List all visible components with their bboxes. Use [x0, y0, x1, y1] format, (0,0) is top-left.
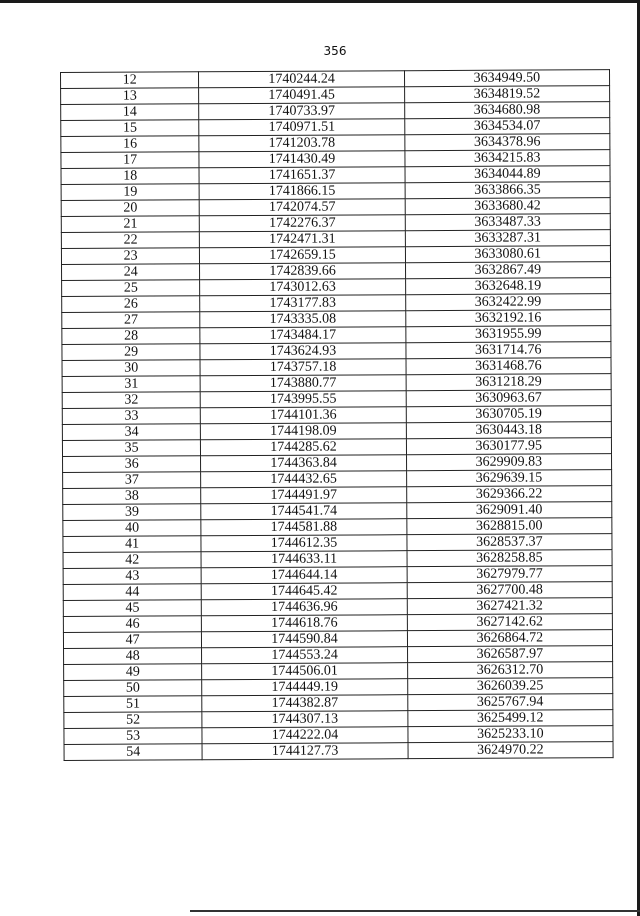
x-coordinate-cell: 1744222.04 — [202, 727, 407, 744]
y-coordinate-cell: 3634680.98 — [404, 102, 609, 119]
x-coordinate-cell: 1744491.97 — [201, 487, 406, 504]
y-coordinate-cell: 3631714.76 — [406, 342, 611, 359]
point-number-cell: 13 — [61, 88, 199, 105]
y-coordinate-cell: 3632422.99 — [405, 294, 610, 311]
y-coordinate-cell: 3629091.40 — [406, 502, 611, 519]
point-number-cell: 28 — [62, 328, 200, 345]
x-coordinate-cell: 1740244.24 — [199, 71, 404, 88]
point-number-cell: 50 — [64, 680, 202, 697]
y-coordinate-cell: 3628258.85 — [407, 550, 612, 567]
point-number-cell: 44 — [63, 584, 201, 601]
point-number-cell: 17 — [61, 152, 199, 169]
y-coordinate-cell: 3634949.50 — [404, 70, 609, 87]
x-coordinate-cell: 1744633.11 — [201, 551, 406, 568]
x-coordinate-cell: 1744636.96 — [202, 599, 407, 616]
x-coordinate-cell: 1744590.84 — [202, 631, 407, 648]
y-coordinate-cell: 3631218.29 — [406, 374, 611, 391]
y-coordinate-cell: 3633080.61 — [405, 246, 610, 263]
x-coordinate-cell: 1744307.13 — [202, 711, 407, 728]
point-number-cell: 25 — [62, 280, 200, 297]
x-coordinate-cell: 1740971.51 — [199, 119, 404, 136]
y-coordinate-cell: 3633680.42 — [405, 198, 610, 215]
y-coordinate-cell: 3633287.31 — [405, 230, 610, 247]
y-coordinate-cell: 3629366.22 — [406, 486, 611, 503]
point-number-cell: 26 — [62, 296, 200, 313]
x-coordinate-cell: 1744506.01 — [202, 663, 407, 680]
x-coordinate-cell: 1743177.83 — [200, 295, 405, 312]
y-coordinate-cell: 3626864.72 — [407, 630, 612, 647]
y-coordinate-cell: 3628537.37 — [407, 534, 612, 551]
x-coordinate-cell: 1744618.76 — [202, 615, 407, 632]
x-coordinate-cell: 1744432.65 — [201, 471, 406, 488]
y-coordinate-cell: 3625233.10 — [408, 726, 613, 743]
x-coordinate-cell: 1743335.08 — [200, 311, 405, 328]
y-coordinate-cell: 3630443.18 — [406, 422, 611, 439]
x-coordinate-cell: 1743012.63 — [200, 279, 405, 296]
x-coordinate-cell: 1744581.88 — [201, 519, 406, 536]
y-coordinate-cell: 3631955.99 — [406, 326, 611, 343]
x-coordinate-cell: 1743757.18 — [200, 359, 405, 376]
point-number-cell: 36 — [63, 456, 201, 473]
point-number-cell: 40 — [63, 520, 201, 537]
y-coordinate-cell: 3626312.70 — [407, 662, 612, 679]
x-coordinate-cell: 1744612.35 — [201, 535, 406, 552]
point-number-cell: 23 — [61, 248, 199, 265]
page-number: 356 — [323, 44, 347, 58]
point-number-cell: 20 — [61, 200, 199, 217]
y-coordinate-cell: 3627142.62 — [407, 614, 612, 631]
point-number-cell: 33 — [62, 408, 200, 425]
y-coordinate-cell: 3627979.77 — [407, 566, 612, 583]
x-coordinate-cell: 1744645.42 — [202, 583, 407, 600]
point-number-cell: 21 — [61, 216, 199, 233]
y-coordinate-cell: 3634819.52 — [404, 86, 609, 103]
y-coordinate-cell: 3633866.35 — [405, 182, 610, 199]
y-coordinate-cell: 3630705.19 — [406, 406, 611, 423]
point-number-cell: 22 — [61, 232, 199, 249]
y-coordinate-cell: 3632867.49 — [405, 262, 610, 279]
y-coordinate-cell: 3624970.22 — [408, 742, 613, 759]
point-number-cell: 37 — [63, 472, 201, 489]
point-number-cell: 43 — [63, 568, 201, 585]
x-coordinate-cell: 1743484.17 — [200, 327, 405, 344]
x-coordinate-cell: 1742839.66 — [200, 263, 405, 280]
point-number-cell: 30 — [62, 360, 200, 377]
x-coordinate-cell: 1741866.15 — [199, 183, 404, 200]
x-coordinate-cell: 1744101.36 — [201, 407, 406, 424]
coordinates-table — [60, 69, 614, 761]
y-coordinate-cell: 3627700.48 — [407, 582, 612, 599]
scan-edge-bottom — [190, 910, 640, 912]
point-number-cell: 29 — [62, 344, 200, 361]
point-number-cell: 19 — [61, 184, 199, 201]
y-coordinate-cell: 3632648.19 — [405, 278, 610, 295]
x-coordinate-cell: 1744541.74 — [201, 503, 406, 520]
x-coordinate-cell: 1742276.37 — [200, 215, 405, 232]
y-coordinate-cell: 3629639.15 — [406, 470, 611, 487]
point-number-cell: 49 — [64, 664, 202, 681]
x-coordinate-cell: 1743624.93 — [200, 343, 405, 360]
y-coordinate-cell: 3629909.83 — [406, 454, 611, 471]
x-coordinate-cell: 1742659.15 — [200, 247, 405, 264]
point-number-cell: 27 — [62, 312, 200, 329]
x-coordinate-cell: 1741430.49 — [199, 151, 404, 168]
y-coordinate-cell: 3625499.12 — [408, 710, 613, 727]
point-number-cell: 46 — [63, 616, 201, 633]
x-coordinate-cell: 1744285.62 — [201, 439, 406, 456]
x-coordinate-cell: 1744198.09 — [201, 423, 406, 440]
x-coordinate-cell: 1743995.55 — [201, 391, 406, 408]
y-coordinate-cell: 3630963.67 — [406, 390, 611, 407]
y-coordinate-cell: 3625767.94 — [407, 694, 612, 711]
point-number-cell: 42 — [63, 552, 201, 569]
x-coordinate-cell: 1744449.19 — [202, 679, 407, 696]
y-coordinate-cell: 3632192.16 — [405, 310, 610, 327]
point-number-cell: 51 — [64, 696, 202, 713]
point-number-cell: 14 — [61, 104, 199, 121]
y-coordinate-cell: 3634044.89 — [405, 166, 610, 183]
point-number-cell: 54 — [64, 744, 202, 761]
y-coordinate-cell: 3634378.96 — [405, 134, 610, 151]
point-number-cell: 12 — [61, 72, 199, 89]
y-coordinate-cell: 3634215.83 — [405, 150, 610, 167]
x-coordinate-cell: 1743880.77 — [200, 375, 405, 392]
point-number-cell: 41 — [63, 536, 201, 553]
point-number-cell: 16 — [61, 136, 199, 153]
point-number-cell: 38 — [63, 488, 201, 505]
y-coordinate-cell: 3633487.33 — [405, 214, 610, 231]
x-coordinate-cell: 1744127.73 — [202, 743, 407, 760]
x-coordinate-cell: 1744644.14 — [201, 567, 406, 584]
point-number-cell: 15 — [61, 120, 199, 137]
point-number-cell: 18 — [61, 168, 199, 185]
scan-edge-top — [0, 0, 640, 3]
point-number-cell: 35 — [62, 440, 200, 457]
x-coordinate-cell: 1740733.97 — [199, 103, 404, 120]
point-number-cell: 32 — [62, 392, 200, 409]
y-coordinate-cell: 3634534.07 — [404, 118, 609, 135]
y-coordinate-cell: 3630177.95 — [406, 438, 611, 455]
x-coordinate-cell: 1744553.24 — [202, 647, 407, 664]
point-number-cell: 24 — [62, 264, 200, 281]
y-coordinate-cell: 3628815.00 — [407, 518, 612, 535]
point-number-cell: 39 — [63, 504, 201, 521]
y-coordinate-cell: 3626587.97 — [407, 646, 612, 663]
y-coordinate-cell: 3631468.76 — [406, 358, 611, 375]
point-number-cell: 48 — [64, 648, 202, 665]
x-coordinate-cell: 1742471.31 — [200, 231, 405, 248]
y-coordinate-cell: 3626039.25 — [407, 678, 612, 695]
x-coordinate-cell: 1741651.37 — [199, 167, 404, 184]
x-coordinate-cell: 1741203.78 — [199, 135, 404, 152]
x-coordinate-cell: 1740491.45 — [199, 87, 404, 104]
point-number-cell: 34 — [62, 424, 200, 441]
x-coordinate-cell: 1742074.57 — [200, 199, 405, 216]
point-number-cell: 31 — [62, 376, 200, 393]
point-number-cell: 52 — [64, 712, 202, 729]
x-coordinate-cell: 1744382.87 — [202, 695, 407, 712]
table-row — [64, 742, 613, 761]
y-coordinate-cell: 3627421.32 — [407, 598, 612, 615]
point-number-cell: 53 — [64, 728, 202, 745]
coordinates-table-body — [61, 70, 614, 761]
point-number-cell: 45 — [63, 600, 201, 617]
point-number-cell: 47 — [63, 632, 201, 649]
x-coordinate-cell: 1744363.84 — [201, 455, 406, 472]
